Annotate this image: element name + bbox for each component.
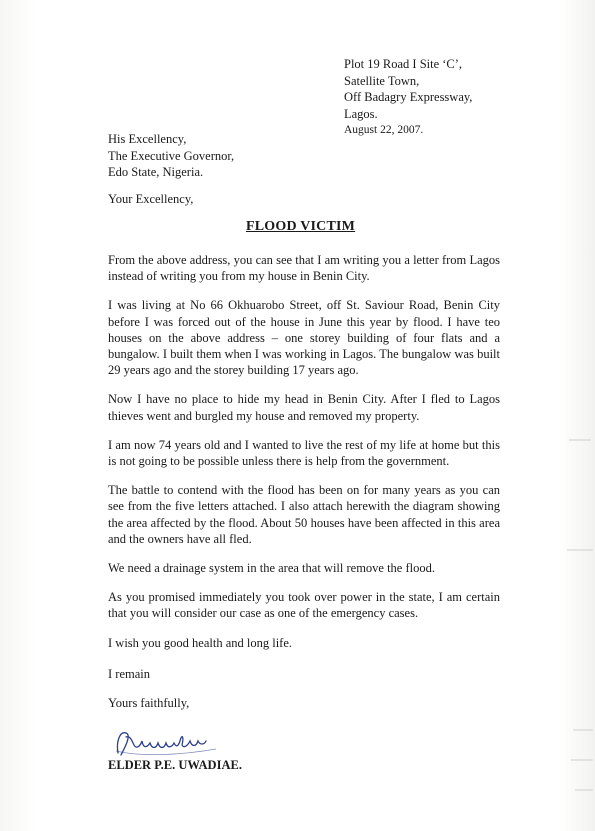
body-paragraph: Now I have no place to hide my head in Benin City. After I fled to Lagos thieves went and burgled my house and removed my property. bbox=[108, 392, 500, 423]
signature-drawing bbox=[112, 727, 222, 759]
body-paragraph: We need a drainage system in the area that will remove the flood. bbox=[108, 561, 435, 576]
recipient-line: His Excellency, bbox=[108, 132, 187, 146]
letter-body bbox=[108, 252, 500, 664]
scan-artifact-marks bbox=[565, 430, 595, 830]
sender-address-line: Off Badagry Expressway, bbox=[344, 90, 473, 104]
body-paragraph: From the above address, you can see that I am writing you a letter from Lagos instead of writing you from my house in Benin City. bbox=[108, 253, 500, 284]
body-paragraph: I am now 74 years old and I wanted to live the rest of my life at home but this is not going to be possible unless there is help from the government. bbox=[108, 437, 500, 469]
body-paragraph: I was living at No 66 Okhuarobo Street, off St. Saviour Road, Benin City before I was forced out of the house in June this year by flood. I have teo houses on the above address – one storey building of four flats and a bungalow. I built them when I was working in Lagos. The bungalow was built 29 years ago and the storey building 17 years ago. bbox=[108, 298, 500, 378]
recipient-line: The Executive Governor, bbox=[108, 148, 235, 163]
sender-address-line: Plot 19 Road I Site ‘C’, bbox=[344, 57, 463, 71]
letter-date: August 22, 2007. bbox=[344, 124, 424, 136]
recipient-line: Edo State, Nigeria. bbox=[108, 165, 204, 179]
sender-address-line: Lagos. bbox=[344, 106, 378, 121]
body-paragraph: The battle to contend with the flood has been on for many years as you can see from the five letters attached. I also attach herewith the diagram showing the area affected by the flood. About 50 houses have been affected in this area and the owners have all fled. bbox=[108, 483, 500, 546]
sender-address-line: Satellite Town, bbox=[344, 73, 420, 88]
letter-subject: FLOOD VICTIM bbox=[246, 219, 356, 234]
salutation: Your Excellency, bbox=[108, 192, 194, 206]
recipient-address bbox=[108, 131, 234, 181]
sender-address bbox=[344, 56, 472, 139]
closing-faithfully: Yours faithfully, bbox=[108, 696, 190, 710]
closing-remain: I remain bbox=[108, 667, 150, 681]
body-paragraph: As you promised immediately you took over power in the state, I am certain that you will consider our case as one of the emergency cases. bbox=[108, 590, 500, 621]
handwritten-signature bbox=[112, 727, 222, 759]
body-paragraph: I wish you good health and long life. bbox=[108, 635, 292, 650]
signer-name: ELDER P.E. UWADIAE. bbox=[108, 758, 242, 772]
